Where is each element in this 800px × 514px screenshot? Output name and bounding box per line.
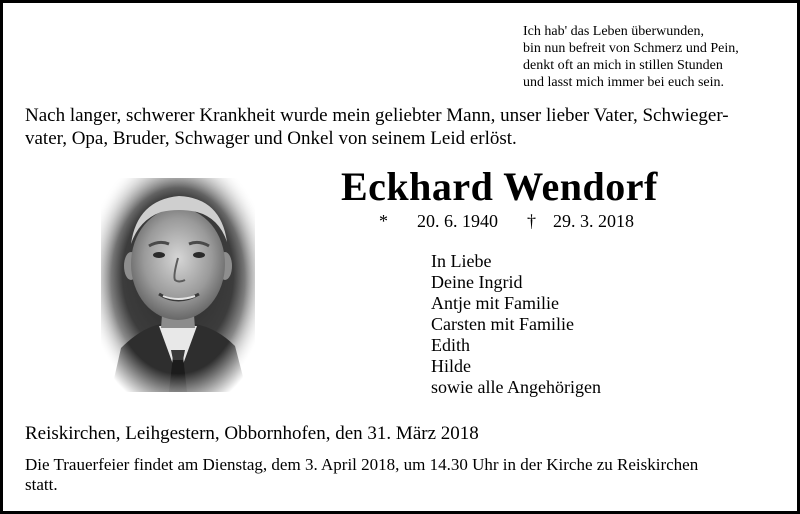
place-date: Reiskirchen, Leihgestern, Obbornhofen, den 31. März 2018	[25, 423, 479, 444]
life-dates	[379, 210, 634, 232]
funeral-line: Die Trauerfeier findet am Dienstag, dem 3. April 2018, um 14.30 Uhr in der Kirche zu Reiskirchen	[25, 455, 699, 474]
birth-symbol: *	[379, 211, 388, 231]
poem-line: bin nun befreit von Schmerz und Pein,	[523, 41, 739, 56]
poem-line: Ich hab' das Leben überwunden,	[523, 24, 704, 39]
poem	[523, 23, 783, 91]
portrait-photo	[101, 178, 255, 392]
intro-line: Nach langer, schwerer Krankheit wurde mein geliebter Mann, unser lieber Vater, Schwieger-	[25, 105, 729, 126]
deceased-name: Eckhard Wendorf	[341, 164, 658, 209]
signer-line: Antje mit Familie	[431, 293, 559, 313]
portrait-image	[101, 178, 255, 392]
funeral-line: statt.	[25, 475, 58, 494]
poem-line: und lasst mich immer bei euch sein.	[523, 75, 725, 90]
death-date: 29. 3. 2018	[553, 211, 634, 231]
signer-line: Hilde	[431, 356, 471, 376]
signers-list	[431, 251, 601, 398]
birth-date: 20. 6. 1940	[417, 211, 498, 231]
intro-line: vater, Opa, Bruder, Schwager und Onkel von seinem Leid erlöst.	[25, 128, 517, 149]
signer-line: In Liebe	[431, 251, 492, 271]
signer-line: sowie alle Angehörigen	[431, 377, 601, 397]
signer-line: Carsten mit Familie	[431, 314, 574, 334]
funeral-notice	[25, 455, 785, 495]
signer-line: Deine Ingrid	[431, 272, 523, 292]
signer-line: Edith	[431, 335, 470, 355]
death-symbol: †	[527, 211, 536, 231]
poem-line: denkt oft an mich in stillen Stunden	[523, 58, 723, 73]
intro-text	[25, 104, 785, 150]
